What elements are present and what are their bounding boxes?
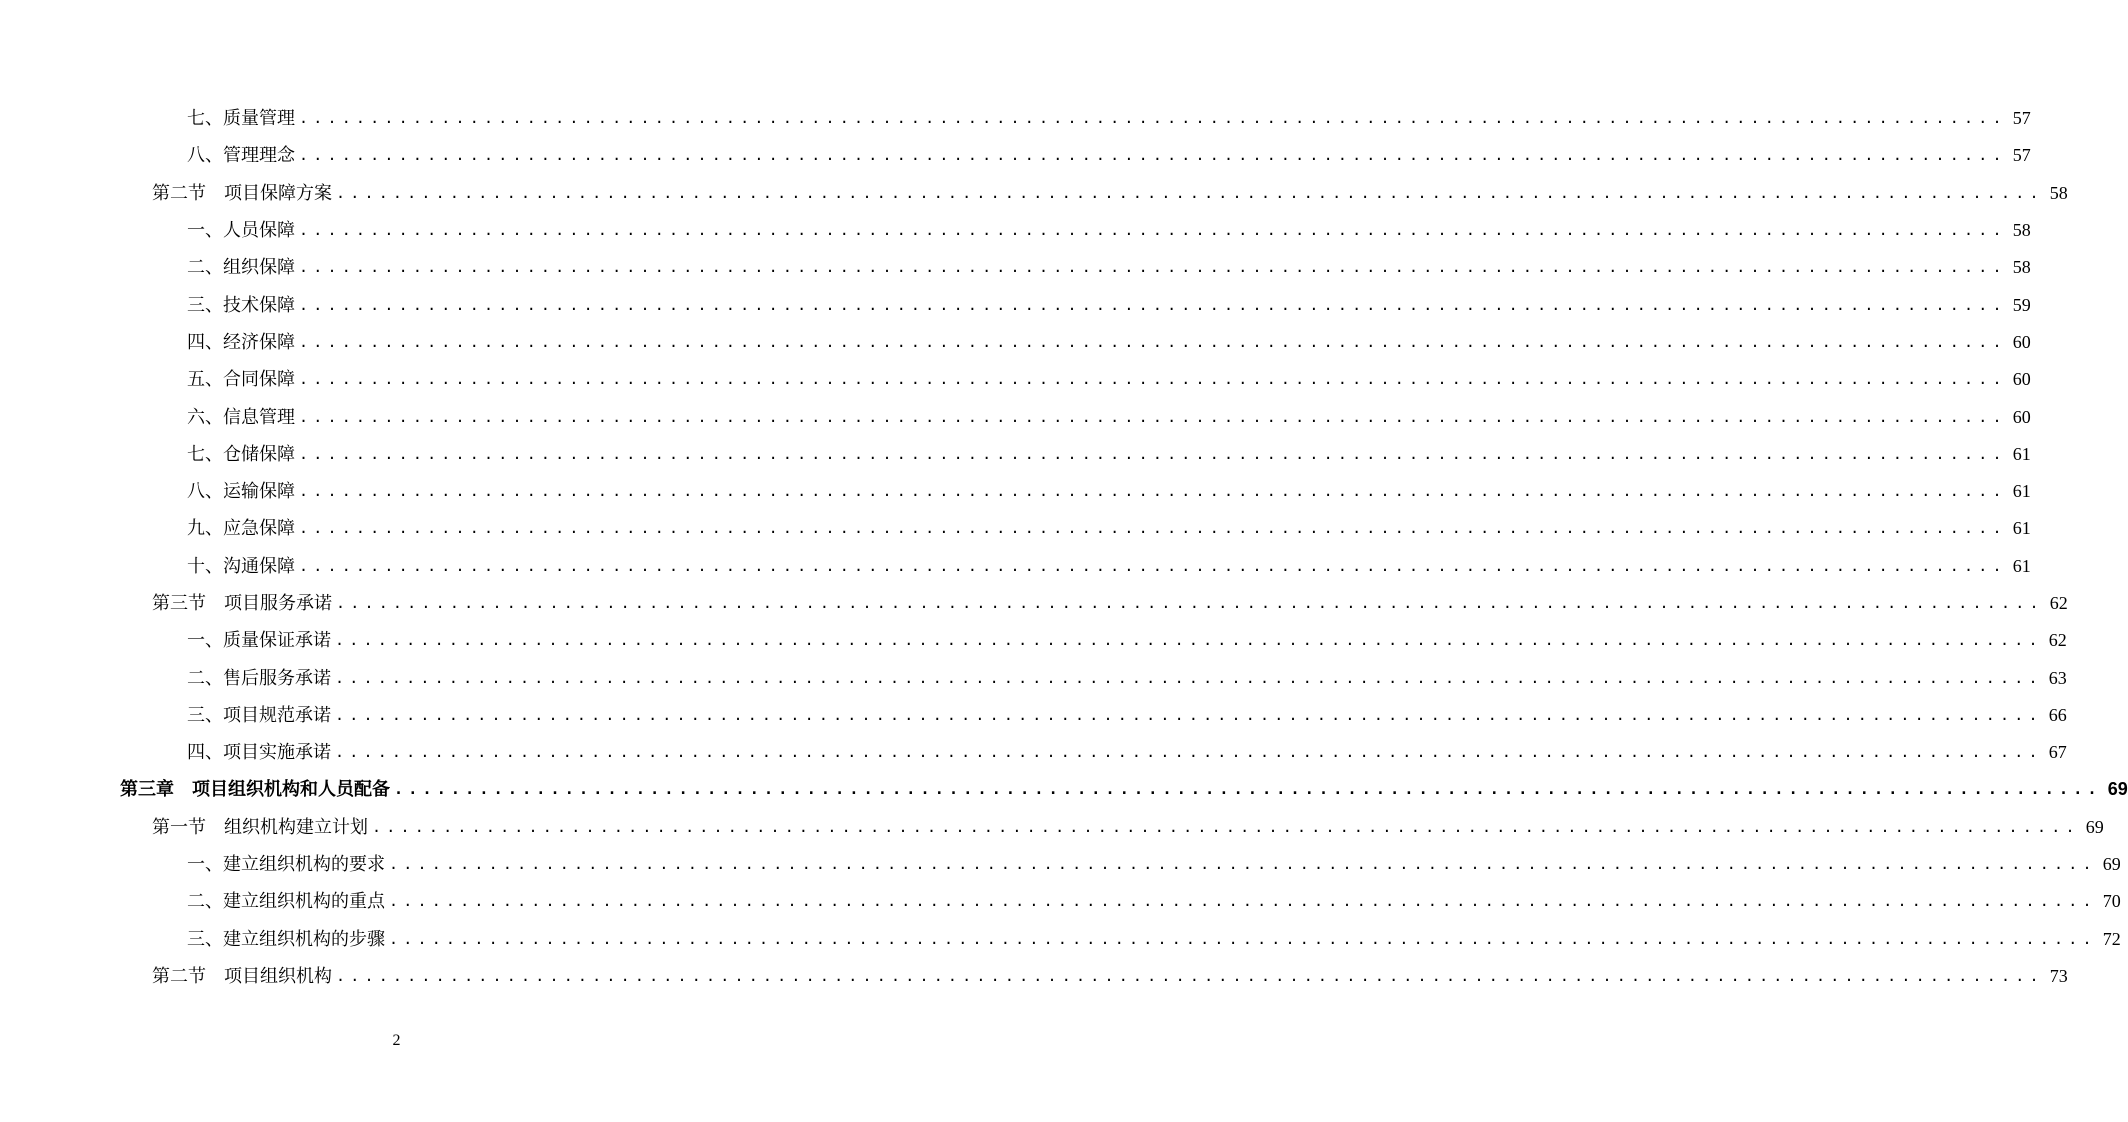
toc-section-row[interactable] bbox=[0, 175, 2068, 212]
toc-entry-page: 61 bbox=[2012, 481, 2031, 502]
toc-item-row[interactable] bbox=[0, 548, 2031, 585]
toc-dot-leader: ........................................................................................................................ bbox=[336, 183, 2044, 202]
toc-item-row[interactable] bbox=[0, 249, 2031, 286]
toc-dot-leader: ........................................................................................................................ bbox=[299, 407, 2007, 426]
toc-item-row[interactable] bbox=[0, 846, 2121, 883]
toc-entry-title: 七、质量管理 bbox=[187, 108, 295, 130]
toc-entry-page: 70 bbox=[2102, 891, 2121, 912]
toc-dot-leader: ........................................................................................................................ bbox=[394, 780, 2102, 799]
toc-entry-title: 二、建立组织机构的重点 bbox=[187, 891, 385, 913]
toc-entry-page: 69 bbox=[2102, 854, 2121, 875]
toc-dot-leader: ........................................................................................................................ bbox=[299, 221, 2007, 240]
toc-dot-leader: ........................................................................................................................ bbox=[299, 295, 2007, 314]
toc-entry-title: 第二节 项目保障方案 bbox=[152, 182, 332, 204]
toc-entry-page: 57 bbox=[2012, 145, 2031, 166]
toc-item-row[interactable] bbox=[0, 697, 2067, 734]
toc-item-row[interactable] bbox=[0, 883, 2121, 920]
toc-item-row[interactable] bbox=[0, 734, 2067, 771]
toc-chapter-row[interactable] bbox=[0, 771, 2128, 808]
toc-entry-title: 四、项目实施承诺 bbox=[187, 742, 331, 764]
toc-entry-title: 三、建立组织机构的步骤 bbox=[187, 928, 385, 950]
toc-entry-page: 63 bbox=[2048, 667, 2067, 688]
toc-item-row[interactable] bbox=[0, 473, 2031, 510]
toc-entry-page: 58 bbox=[2012, 220, 2031, 241]
toc-dot-leader: ........................................................................................................................ bbox=[299, 519, 2007, 538]
toc-entry-title: 六、信息管理 bbox=[187, 406, 295, 428]
toc-entry-page: 72 bbox=[2102, 928, 2121, 949]
toc-entry-page: 62 bbox=[2049, 593, 2068, 613]
toc-entry-page: 66 bbox=[2048, 704, 2067, 725]
toc-entry-page: 73 bbox=[2049, 965, 2068, 986]
toc-entry-title: 四、经济保障 bbox=[187, 331, 295, 353]
toc-entry-page: 58 bbox=[2012, 257, 2031, 278]
toc-dot-leader: ........................................................................................................................ bbox=[335, 668, 2043, 687]
toc-item-row[interactable] bbox=[0, 659, 2067, 696]
toc-entry-title: 三、项目规范承诺 bbox=[187, 704, 331, 726]
toc-dot-leader: ........................................................................................................................ bbox=[389, 892, 2097, 911]
toc-entry-page: 61 bbox=[2012, 443, 2031, 464]
toc-item-row[interactable] bbox=[0, 436, 2031, 473]
toc-entry-page: 60 bbox=[2012, 369, 2031, 390]
toc-dot-leader: ........................................................................................................................ bbox=[299, 258, 2007, 277]
toc-entry-title: 第二节 项目组织机构 bbox=[152, 965, 332, 987]
toc-entry-title: 十、沟通保障 bbox=[187, 555, 295, 577]
toc-item-row[interactable] bbox=[0, 398, 2031, 435]
toc-entry-page: 67 bbox=[2048, 742, 2067, 763]
toc-entry-title: 第一节 组织机构建立计划 bbox=[152, 816, 368, 838]
toc-item-row[interactable] bbox=[0, 324, 2031, 361]
toc-entry-page: 62 bbox=[2048, 630, 2067, 651]
toc-section-row[interactable] bbox=[0, 809, 2104, 846]
toc-dot-leader: ........................................................................................................................ bbox=[299, 109, 2007, 128]
toc-entry-title: 五、合同保障 bbox=[187, 369, 295, 391]
toc-entry-page: 61 bbox=[2012, 555, 2031, 576]
toc-dot-leader: ........................................................................................................................ bbox=[299, 482, 2007, 501]
toc-dot-leader: ........................................................................................................................ bbox=[336, 594, 2044, 612]
toc-entry-title: 八、运输保障 bbox=[187, 481, 295, 503]
toc-entry-page: 57 bbox=[2012, 108, 2031, 129]
toc-dot-leader: ........................................................................................................................ bbox=[299, 146, 2007, 165]
toc-dot-leader: ........................................................................................................................ bbox=[299, 370, 2007, 389]
toc-dot-leader: ........................................................................................................................ bbox=[389, 855, 2097, 874]
toc-entry-title: 一、建立组织机构的要求 bbox=[187, 854, 385, 876]
toc-dot-leader: ........................................................................................................................ bbox=[335, 631, 2043, 650]
toc-entry-page: 60 bbox=[2012, 406, 2031, 427]
toc-entry-title: 二、售后服务承诺 bbox=[187, 667, 331, 689]
toc-entry-title: 一、质量保证承诺 bbox=[187, 630, 331, 652]
table-of-contents bbox=[0, 100, 2128, 995]
toc-entry-page: 69 bbox=[2085, 816, 2104, 837]
toc-dot-leader: ........................................................................................................................ bbox=[389, 929, 2097, 948]
toc-dot-leader: ........................................................................................................................ bbox=[299, 556, 2007, 575]
toc-item-row[interactable] bbox=[0, 212, 2031, 249]
toc-dot-leader: ........................................................................................................................ bbox=[335, 705, 2043, 724]
toc-entry-title: 三、技术保障 bbox=[187, 294, 295, 316]
toc-entry-page: 61 bbox=[2012, 518, 2031, 539]
toc-entry-title: 八、管理理念 bbox=[187, 145, 295, 167]
toc-dot-leader: ........................................................................................................................ bbox=[299, 444, 2007, 463]
toc-item-row[interactable] bbox=[0, 137, 2031, 174]
page-number: 2 bbox=[392, 1032, 401, 1049]
toc-item-row[interactable] bbox=[0, 510, 2031, 547]
toc-item-row[interactable] bbox=[0, 100, 2031, 137]
toc-entry-page: 58 bbox=[2049, 182, 2068, 203]
toc-entry-title: 第三节 项目服务承诺 bbox=[152, 593, 332, 614]
toc-dot-leader: ........................................................................................................................ bbox=[336, 966, 2044, 985]
toc-item-row[interactable] bbox=[0, 921, 2121, 958]
toc-section-row[interactable] bbox=[0, 958, 2068, 995]
toc-dot-leader: ........................................................................................................................ bbox=[372, 817, 2080, 836]
toc-entry-title: 九、应急保障 bbox=[187, 518, 295, 540]
toc-dot-leader: ........................................................................................................................ bbox=[299, 332, 2007, 351]
toc-entry-title: 二、组织保障 bbox=[187, 257, 295, 279]
toc-entry-page: 69 bbox=[2107, 779, 2128, 800]
toc-item-row[interactable] bbox=[0, 286, 2031, 323]
toc-entry-title: 七、仓储保障 bbox=[187, 443, 295, 465]
toc-item-row[interactable] bbox=[0, 361, 2031, 398]
toc-entry-page: 59 bbox=[2012, 294, 2031, 315]
toc-entry-title: 一、人员保障 bbox=[187, 220, 295, 242]
toc-entry-title: 第三章 项目组织机构和人员配备 bbox=[120, 779, 390, 801]
toc-item-row[interactable] bbox=[0, 622, 2067, 659]
toc-dot-leader: ........................................................................................................................ bbox=[335, 743, 2043, 762]
toc-entry-page: 60 bbox=[2012, 331, 2031, 352]
toc-section-row[interactable] bbox=[0, 585, 2068, 622]
